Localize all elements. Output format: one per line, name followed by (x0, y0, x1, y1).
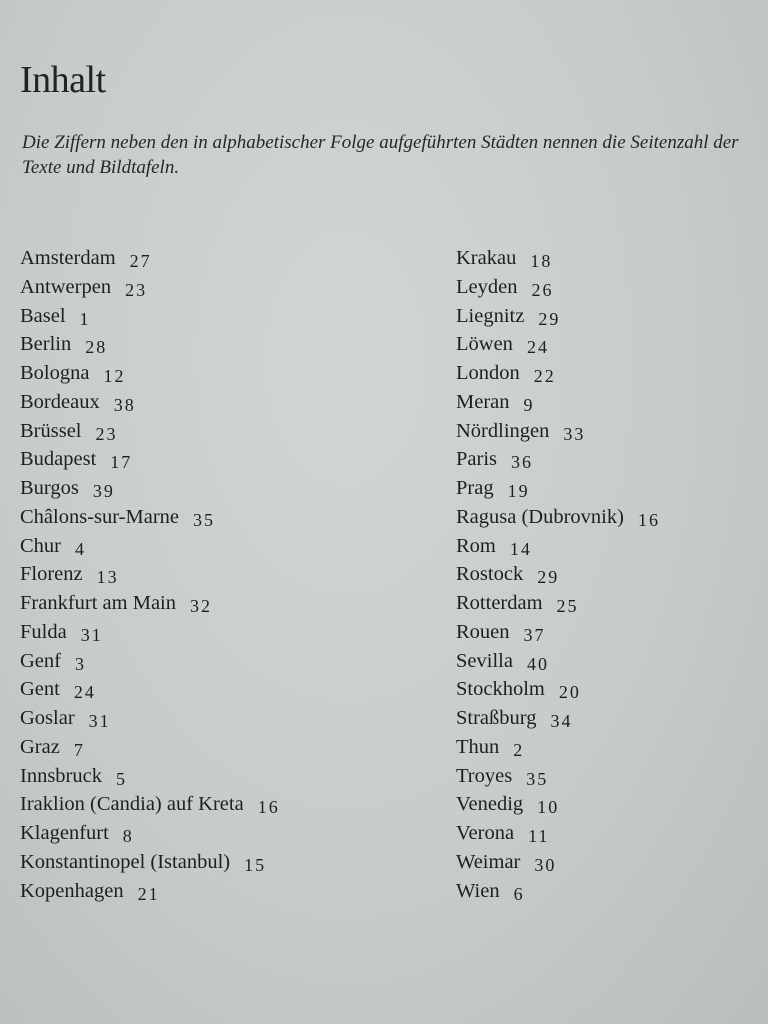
city-name: Gent (20, 678, 60, 701)
page-number: 23 (125, 279, 148, 300)
page-number: 38 (113, 394, 136, 415)
page-number: 27 (129, 251, 152, 271)
city-name: Weimar (456, 850, 521, 873)
index-entry (20, 675, 280, 704)
page-number: 35 (526, 768, 549, 789)
index-entry (20, 532, 280, 561)
page-number: 7 (73, 739, 85, 760)
page-number: 24 (526, 337, 549, 358)
index-entry (20, 359, 280, 388)
page-number: 33 (563, 423, 586, 444)
city-name: Amsterdam (20, 247, 116, 269)
page-number: 19 (507, 481, 530, 501)
index-entry (456, 503, 660, 532)
index-entry (20, 302, 280, 331)
city-name: Ragusa (Dubrovnik) (456, 505, 624, 528)
page-number: 10 (537, 797, 560, 818)
city-name: Sevilla (456, 649, 513, 672)
city-name: Klagenfurt (20, 822, 109, 844)
index-entry (20, 560, 280, 589)
page-number: 40 (526, 653, 549, 674)
index-entry (456, 647, 660, 676)
index-entry (456, 388, 660, 417)
index-entry (456, 848, 660, 877)
city-name: Innsbruck (20, 764, 102, 787)
page-number: 12 (103, 366, 126, 386)
page-number: 29 (538, 308, 561, 329)
page-number: 35 (193, 509, 215, 530)
page-number: 32 (190, 596, 212, 616)
index-entry (20, 388, 280, 417)
page-number: 9 (523, 394, 535, 415)
city-name: Krakau (456, 247, 517, 269)
city-name: Prag (456, 477, 494, 499)
page-number: 13 (96, 567, 119, 588)
city-name: Goslar (20, 707, 75, 729)
index-entry (20, 819, 280, 848)
index-entry (20, 589, 280, 618)
index-column-right (456, 244, 660, 905)
index-entry (20, 790, 280, 819)
city-name: Florenz (20, 563, 83, 586)
city-name: Liegnitz (456, 304, 525, 327)
index-entry (456, 302, 660, 331)
index-entry (20, 647, 280, 676)
page-number: 31 (80, 624, 103, 645)
city-name: Rotterdam (456, 592, 543, 614)
page-number: 22 (533, 366, 556, 386)
city-name: Bologna (20, 362, 90, 384)
city-name: Straßburg (456, 707, 537, 729)
index-entry (456, 445, 660, 474)
index-entry (20, 704, 280, 733)
city-name: Brüssel (20, 419, 82, 442)
city-name: London (456, 362, 520, 384)
page-number: 31 (88, 711, 111, 731)
index-column-left (20, 244, 280, 905)
city-name: Leyden (456, 275, 518, 298)
index-entry (20, 417, 280, 446)
page-number: 15 (244, 854, 267, 875)
city-name: Thun (456, 735, 500, 758)
page-number: 14 (509, 538, 532, 559)
city-name: Venedig (456, 793, 524, 816)
index-entry (20, 733, 280, 762)
page-number: 24 (73, 682, 96, 703)
page-number: 2 (513, 739, 525, 760)
index-entry (20, 330, 280, 359)
page-number: 29 (537, 567, 560, 588)
city-name: Rom (456, 534, 496, 557)
index-entry (456, 877, 660, 906)
index-entry (456, 244, 660, 273)
page-number: 37 (523, 624, 546, 645)
city-name: Fulda (20, 620, 67, 643)
index-entry (456, 560, 660, 589)
city-name: Graz (20, 735, 60, 758)
intro-text: Die Ziffern neben den in alphabetischer Folge aufgeführten Städten nennen die Seitenzahl der Texte und Bildtafeln. (22, 132, 739, 178)
index-entry (20, 762, 280, 791)
page-number: 16 (257, 797, 280, 818)
index-entry (20, 244, 280, 273)
city-name: Meran (456, 390, 510, 413)
city-name: Konstantinopel (Istanbul) (20, 850, 231, 873)
index-entry (456, 819, 660, 848)
city-name: Frankfurt am Main (20, 592, 176, 614)
index-entry (456, 273, 660, 302)
city-name: Paris (456, 448, 497, 471)
city-name: Bordeaux (20, 390, 100, 413)
index-entry (20, 877, 280, 906)
index-entry (456, 532, 660, 561)
index-entry (20, 445, 280, 474)
page-number: 11 (528, 826, 550, 846)
page-number: 21 (137, 883, 160, 904)
city-name: Berlin (20, 333, 72, 356)
index-entry (20, 474, 280, 503)
index-entry (456, 675, 660, 704)
city-name: Iraklion (Candia) auf Kreta (20, 793, 244, 816)
city-name: Wien (456, 879, 500, 902)
index-entry (20, 273, 280, 302)
city-name: Genf (20, 649, 61, 672)
page-number: 1 (79, 308, 91, 329)
page-number: 36 (511, 452, 533, 473)
page-number: 18 (530, 251, 553, 271)
city-name: Antwerpen (20, 275, 112, 298)
index-entry (456, 762, 660, 791)
page-number: 20 (558, 682, 581, 703)
index-entry (20, 618, 280, 647)
index-entry (456, 704, 660, 733)
page-number: 28 (85, 337, 108, 358)
index-entry (456, 474, 660, 503)
city-name: Chur (20, 534, 61, 557)
city-name: Troyes (456, 764, 513, 787)
city-name: Stockholm (456, 678, 545, 701)
page-number: 30 (534, 854, 557, 875)
page-number: 5 (115, 768, 127, 789)
city-name: Rostock (456, 563, 524, 586)
index-entry (456, 618, 660, 647)
index-entry (456, 417, 660, 446)
index-entry (456, 589, 660, 618)
page-number: 3 (74, 653, 86, 674)
page-title: Inhalt (20, 59, 106, 101)
city-name: Kopenhagen (20, 879, 124, 902)
page-number: 39 (92, 481, 115, 501)
index-entry (20, 503, 280, 532)
page-number: 6 (513, 883, 525, 904)
page-number: 23 (95, 423, 118, 444)
city-name: Verona (456, 822, 515, 844)
city-name: Löwen (456, 333, 513, 356)
index-entry (20, 848, 280, 877)
page-number: 16 (637, 509, 660, 530)
city-name: Rouen (456, 620, 510, 643)
index-entry (456, 790, 660, 819)
index-entry (456, 330, 660, 359)
city-name: Nördlingen (456, 419, 550, 442)
city-name: Burgos (20, 477, 79, 499)
city-name: Budapest (20, 448, 97, 471)
index-entry (456, 359, 660, 388)
page-number: 26 (531, 279, 554, 300)
page-number: 4 (75, 538, 86, 559)
city-name: Châlons-sur-Marne (20, 505, 179, 528)
index-entry (456, 733, 660, 762)
page-number: 25 (556, 596, 579, 616)
page-number: 17 (110, 452, 133, 473)
city-name: Basel (20, 304, 66, 327)
page-number: 34 (550, 711, 573, 731)
page-number: 8 (122, 826, 134, 846)
